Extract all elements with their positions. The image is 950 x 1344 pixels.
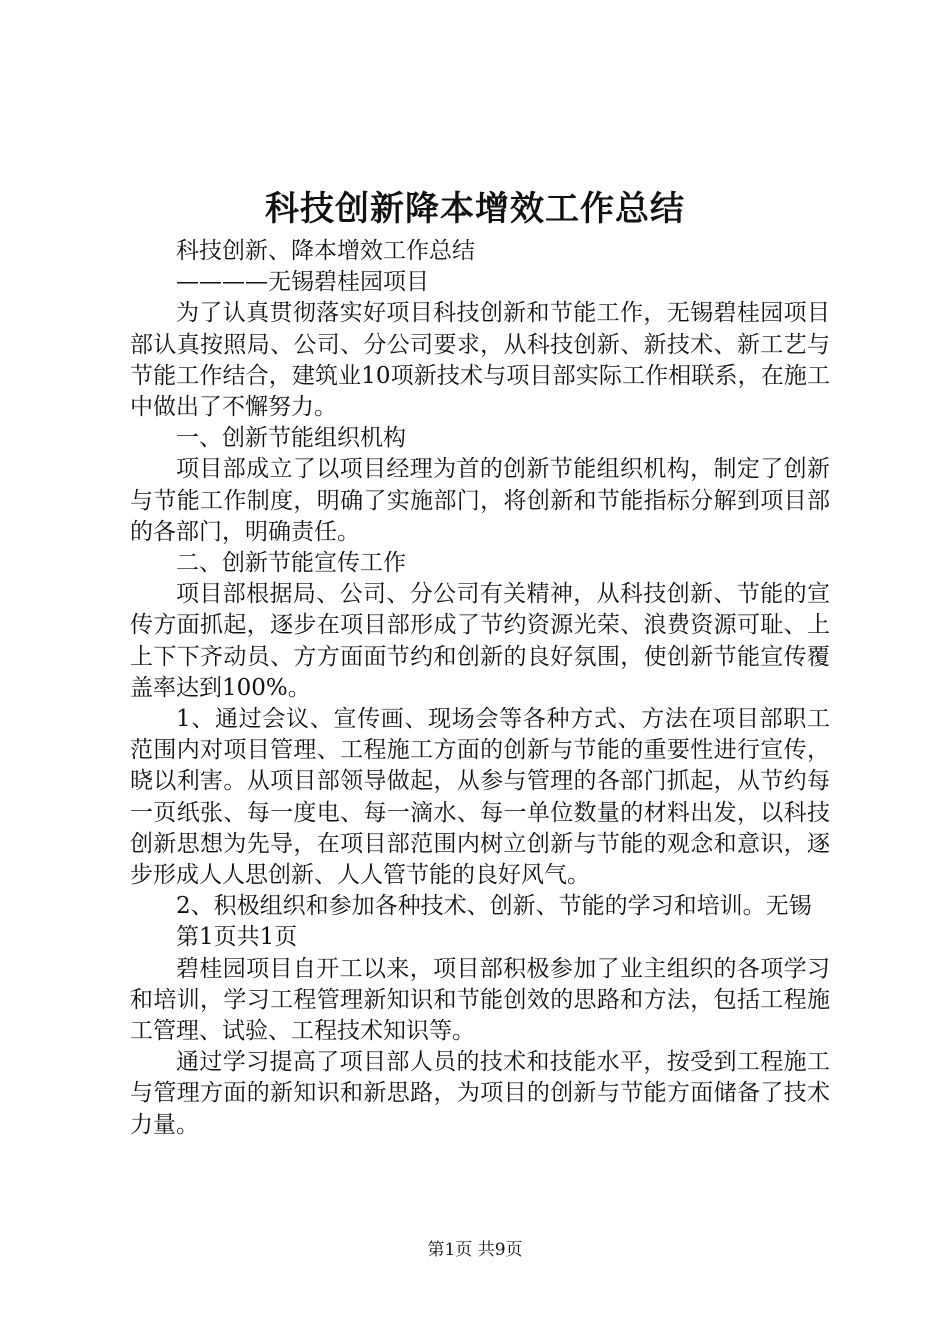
project-name: ————无锡碧桂园项目 [176,269,429,296]
page-footer: 第1页 共9页 [427,1240,523,1260]
section-heading-organization: 一、创新节能组织机构 [176,425,406,452]
document-body [130,236,830,1141]
paragraph-learning-result: 通过学习提高了项目部人员的技术和技能水平，按受到工程施工与管理方面的新知识和新思路，为项目的创新与节能方面储备了技术力量。 [130,1049,830,1138]
section-heading-publicity: 二、创新节能宣传工作 [176,550,406,577]
inline-page-marker: 第1页共1页 [176,924,298,951]
paragraph-training: 碧桂园项目自开工以来，项目部积极参加了业主组织的各项学习和培训，学习工程管理新知识和节能创效的思路和方法，包括工程施工管理、试验、工程技术知识等。 [130,955,830,1045]
intro-paragraph: 为了认真贯彻落实好项目科技创新和节能工作，无锡碧桂园项目部认真按照局、公司、分公司要求，从科技创新、新技术、新工艺与节能工作结合，建筑业10项新技术与项目部实际工作相联系，在施工中做出了不懈努力。 [130,300,830,421]
paragraph-item-1: 1、通过会议、宣传画、现场会等各种方式、方法在项目部职工范围内对项目管理、工程施工方面的创新与节能的重要性进行宣传，晓以利害。从项目部领导做起，从参与管理的各部门抓起，从节约每一页纸张、每一度电、每一滴水、每一单位数量的材料出发，以科技创新思想为先导，在项目部范围内树立创新与节能的观念和意识，逐步形成人人思创新、人人管节能的良好风气。 [130,706,830,889]
subtitle: 科技创新、降本增效工作总结 [176,238,475,264]
paragraph-item-2: 2、积极组织和参加各种技术、创新、节能的学习和培训。无锡 [176,893,812,920]
paragraph-publicity: 项目部根据局、公司、分公司有关精神，从科技创新、节能的宣传方面抓起，逐步在项目部形成了节约资源光荣、浪费资源可耻、上上下下齐动员、方方面面节约和创新的良好氛围，使创新节能宣传覆盖率达到100%。 [130,581,830,701]
page-title: 科技创新降本增效工作总结 [265,189,685,229]
paragraph-organization: 项目部成立了以项目经理为首的创新节能组织机构，制定了创新与节能工作制度，明确了实施部门，将创新和节能指标分解到项目部的各部门，明确责任。 [130,456,830,545]
